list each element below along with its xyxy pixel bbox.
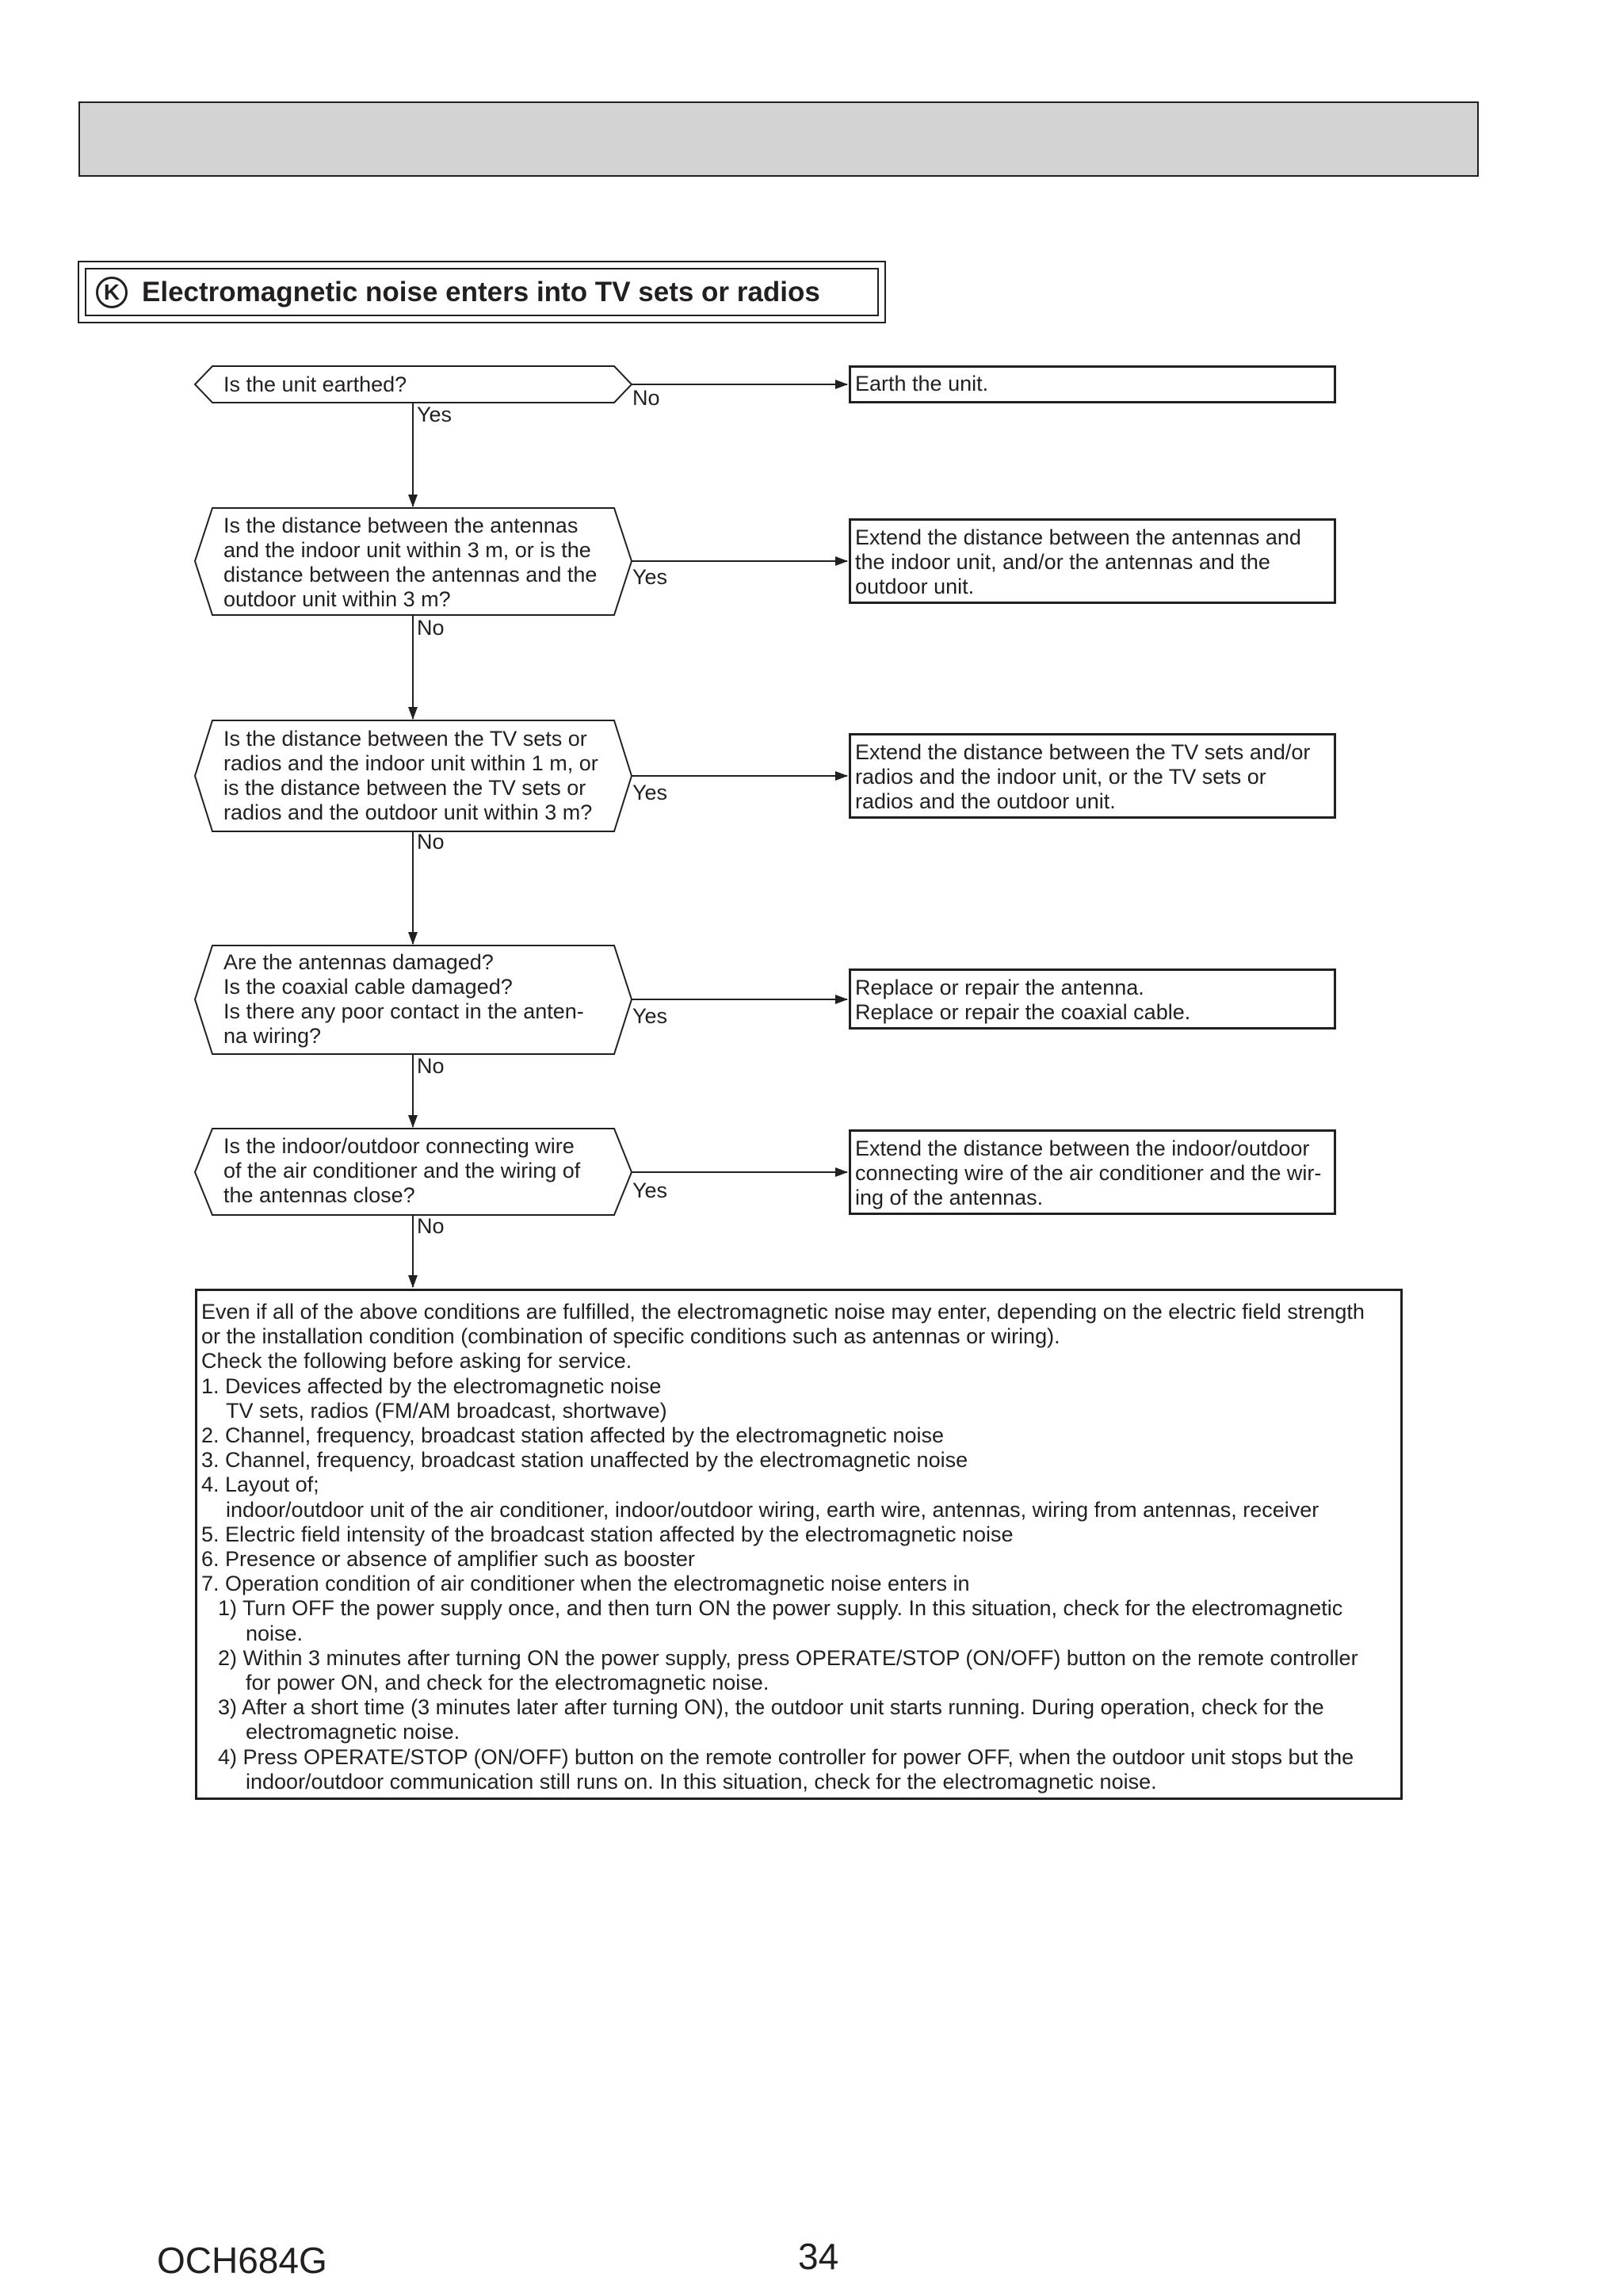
decision-question-3: Is the distance between the TV sets or radios and the indoor unit within 1 m, or is the distance between the TV sets or radios and the outdoor unit within 3 m? bbox=[223, 727, 598, 824]
decision-question-4: Are the antennas damaged? Is the coaxial cable damaged? Is there any poor contact in the anten- na wiring? bbox=[223, 950, 584, 1048]
action-box-5: Extend the distance between the indoor/outdoor connecting wire of the air conditioner and the wir- ing of the antennas. bbox=[849, 1129, 1336, 1215]
check-item-4: 4. Layout of; bbox=[201, 1473, 319, 1497]
down-label-1: Yes bbox=[417, 403, 453, 426]
intro-line: or the installation condition (combination of specific conditions such as antennas or wiring). bbox=[201, 1324, 1060, 1349]
down-label-3: No bbox=[417, 830, 445, 854]
operation-step-3-cont: electromagnetic noise. bbox=[246, 1720, 460, 1744]
operation-step-2: 2) Within 3 minutes after turning ON the power supply, press OPERATE/STOP (ON/OFF) button on the remote controller bbox=[218, 1645, 1358, 1670]
decision-question-5: Is the indoor/outdoor connecting wire of the air conditioner and the wiring of the antennas close? bbox=[223, 1134, 581, 1207]
side-label-5: Yes bbox=[632, 1179, 668, 1202]
check-item-4-detail: indoor/outdoor unit of the air conditioner, indoor/outdoor wiring, earth wire, antennas, wiring from antennas, receiver bbox=[226, 1497, 1319, 1522]
decision-question-1: Is the unit earthed? bbox=[223, 372, 407, 396]
action-box-1: Earth the unit. bbox=[849, 365, 1336, 403]
check-item-3: 3. Channel, frequency, broadcast station unaffected by the electromagnetic noise bbox=[201, 1448, 968, 1473]
check-item-1: 1. Devices affected by the electromagnetic noise bbox=[201, 1373, 662, 1398]
side-label-4: Yes bbox=[632, 1004, 668, 1028]
down-label-5: No bbox=[417, 1214, 445, 1238]
model-code: OCH684G bbox=[157, 2240, 327, 2281]
check-item-5: 5. Electric field intensity of the broadcast station affected by the electromagnetic noise bbox=[201, 1522, 1014, 1546]
final-check-box bbox=[195, 1289, 1403, 1800]
action-box-4: Replace or repair the antenna. Replace or repair the coaxial cable. bbox=[849, 968, 1336, 1030]
section-title: Electromagnetic noise enters into TV sets or radios bbox=[142, 276, 820, 308]
operation-step-2-cont: for power ON, and check for the electromagnetic noise. bbox=[246, 1671, 769, 1695]
page-number: 34 bbox=[798, 2236, 839, 2277]
down-label-4: No bbox=[417, 1054, 445, 1078]
operation-step-1: 1) Turn OFF the power supply once, and then turn ON the power supply. In this situation, check for the electromagnetic bbox=[218, 1596, 1343, 1621]
check-item-1-detail: TV sets, radios (FM/AM broadcast, shortwave) bbox=[226, 1398, 667, 1423]
side-label-3: Yes bbox=[632, 781, 668, 804]
check-item-7: 7. Operation condition of air conditioner when the electromagnetic noise enters in bbox=[201, 1572, 970, 1596]
operation-step-3: 3) After a short time (3 minutes later after turning ON), the outdoor unit starts running. During operation, check for the bbox=[218, 1695, 1324, 1720]
check-item-2: 2. Channel, frequency, broadcast station affected by the electromagnetic noise bbox=[201, 1423, 945, 1448]
decision-question-2: Is the distance between the antennas and the indoor unit within 3 m, or is the distance between the antennas and the outdoor unit within 3 m? bbox=[223, 514, 598, 611]
action-box-3: Extend the distance between the TV sets and/or radios and the indoor unit, or the TV sets or radios and the outdoor unit. bbox=[849, 733, 1336, 819]
operation-step-1-cont: noise. bbox=[246, 1621, 304, 1645]
intro-line: Check the following before asking for service. bbox=[201, 1349, 632, 1373]
operation-step-4-cont: indoor/outdoor communication still runs on. In this situation, check for the electromagnetic noise. bbox=[246, 1769, 1157, 1794]
operation-step-4: 4) Press OPERATE/STOP (ON/OFF) button on the remote controller for power OFF, when the outdoor unit stops but the bbox=[218, 1744, 1354, 1769]
section-badge: K bbox=[96, 277, 128, 308]
side-label-1: No bbox=[632, 386, 660, 410]
intro-line: Even if all of the above conditions are fulfilled, the electromagnetic noise may enter, depending on the electric field strength bbox=[201, 1300, 1365, 1324]
check-item-6: 6. Presence or absence of amplifier such as booster bbox=[201, 1547, 695, 1572]
down-label-2: No bbox=[417, 616, 445, 640]
action-box-2: Extend the distance between the antennas and the indoor unit, and/or the antennas and the outdoor unit. bbox=[849, 518, 1336, 604]
side-label-2: Yes bbox=[632, 565, 668, 589]
